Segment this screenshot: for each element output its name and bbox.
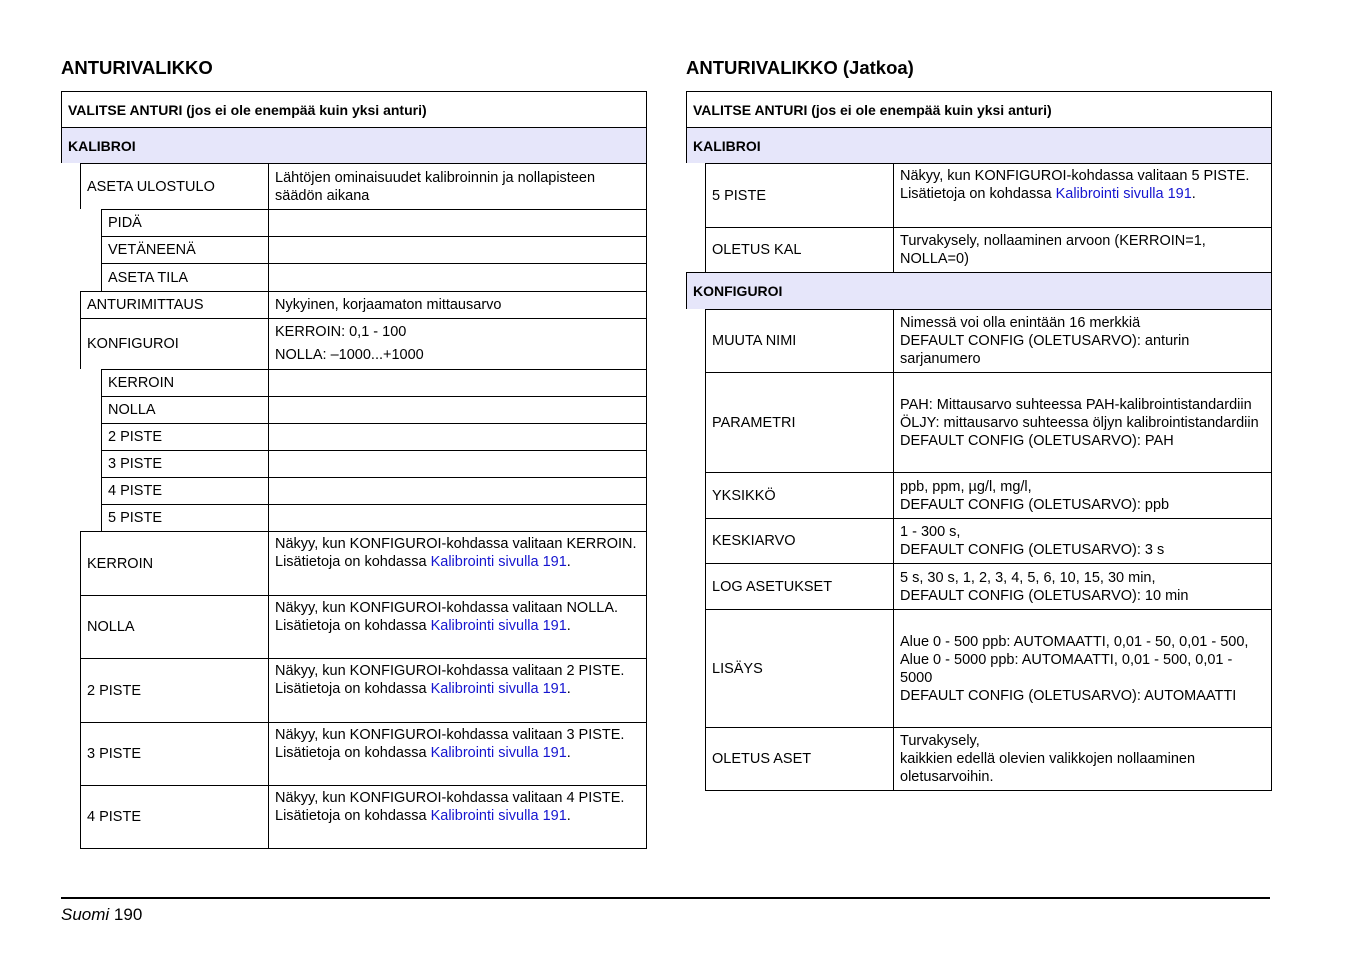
table-row [705, 727, 1272, 791]
description-line: PAH: Mittausarvo suhteessa PAH-kalibrointistandardiin [900, 396, 1252, 413]
select-sensor-header: VALITSE ANTURI (jos ei ole enempää kuin yksi anturi) [686, 91, 1272, 127]
table-row [80, 595, 647, 658]
description-tail: . [566, 808, 571, 824]
calibration-link[interactable]: Kalibrointi sivulla 191 [430, 554, 567, 570]
row-label: OLETUS ASET [705, 727, 893, 791]
left-page-title: ANTURIVALIKKO [61, 57, 213, 78]
table-row [101, 504, 647, 531]
description-text: Näkyy, kun KONFIGUROI-kohdassa valitaan 5 PISTE. Lisätietoja on kohdassa [900, 168, 1250, 202]
description-line: ppb, ppm, µg/l, mg/l, [900, 478, 1032, 495]
table-row [101, 369, 647, 396]
description-line: Alue 0 - 5000 ppb: AUTOMAATTI, 0,01 - 500, 0,01 - 5000 [900, 651, 1233, 686]
table-row [101, 263, 647, 291]
configure-header: KONFIGUROI [686, 272, 1272, 309]
description-text: Näkyy, kun KONFIGUROI-kohdassa valitaan NOLLA. Lisätietoja on kohdassa [275, 600, 619, 634]
row-label: KONFIGUROI [80, 318, 268, 369]
description-tail: . [566, 554, 571, 570]
row-label: ASETA TILA [101, 263, 268, 291]
table-row [101, 450, 647, 477]
table-row [705, 163, 1272, 227]
table-row [101, 396, 647, 423]
description-line: kaikkien edellä olevien valikkojen nollaaminen oletusarvoihin. [900, 751, 1196, 785]
description-line: 5 s, 30 s, 1, 2, 3, 4, 5, 6, 10, 15, 30 min, [900, 569, 1156, 586]
row-description [893, 518, 1272, 563]
row-label: LISÄYS [705, 609, 893, 727]
row-description [268, 722, 647, 785]
row-description [268, 477, 647, 504]
row-label: 2 PISTE [101, 423, 268, 450]
description-line: DEFAULT CONFIG (OLETUSARVO): 10 min [900, 587, 1189, 604]
row-label: 3 PISTE [101, 450, 268, 477]
row-description [268, 209, 647, 236]
row-description [893, 727, 1272, 791]
description-text: Näkyy, kun KONFIGUROI-kohdassa valitaan 2 PISTE. Lisätietoja on kohdassa [275, 663, 625, 697]
row-description [268, 318, 647, 369]
table-row [80, 291, 647, 318]
row-label: VETÄNEENÄ [101, 236, 268, 263]
calibration-link[interactable]: Kalibrointi sivulla 191 [430, 808, 567, 824]
table-row [705, 372, 1272, 472]
footer-divider [61, 897, 1270, 899]
description-text: Näkyy, kun KONFIGUROI-kohdassa valitaan KERROIN. Lisätietoja on kohdassa [275, 536, 637, 570]
row-description [893, 163, 1272, 227]
row-label: ANTURIMITTAUS [80, 291, 268, 318]
row-description: Lähtöjen ominaisuudet kalibroinnin ja nollapisteen säädön aikana [268, 163, 647, 209]
row-label: ASETA ULOSTULO [80, 163, 268, 209]
calibration-link[interactable]: Kalibrointi sivulla 191 [430, 618, 567, 634]
description-line: KERROIN: 0,1 - 100 [275, 324, 407, 340]
calibration-link[interactable]: Kalibrointi sivulla 191 [430, 745, 567, 761]
row-description [268, 369, 647, 396]
table-row [705, 518, 1272, 563]
row-description [268, 263, 647, 291]
description-tail: . [566, 618, 571, 634]
row-description [268, 450, 647, 477]
description-line: DEFAULT CONFIG (OLETUSARVO): AUTOMAATTI [900, 687, 1237, 704]
row-description [268, 785, 647, 849]
description-text: Näkyy, kun KONFIGUROI-kohdassa valitaan 4 PISTE. Lisätietoja on kohdassa [275, 790, 625, 824]
row-description [268, 658, 647, 722]
page-number: 190 [113, 905, 143, 924]
row-description: Turvakysely, nollaaminen arvoon (KERROIN=1, NOLLA=0) [893, 227, 1272, 272]
row-description [893, 472, 1272, 518]
row-label: 4 PISTE [101, 477, 268, 504]
description-text: Näkyy, kun KONFIGUROI-kohdassa valitaan 3 PISTE. Lisätietoja on kohdassa [275, 727, 625, 761]
row-description [893, 609, 1272, 727]
description-line: Turvakysely, [900, 733, 980, 749]
table-row [705, 309, 1272, 372]
table-row [80, 318, 647, 369]
row-label: YKSIKKÖ [705, 472, 893, 518]
table-row [705, 563, 1272, 609]
row-label: 4 PISTE [80, 785, 268, 849]
description-line: DEFAULT CONFIG (OLETUSARVO): ppb [900, 496, 1170, 513]
row-label: NOLLA [101, 396, 268, 423]
row-description [268, 236, 647, 263]
right-menu-table [686, 91, 1272, 791]
page-footer [61, 905, 142, 925]
description-line: ÖLJY: mittausarvo suhteessa öljyn kalibrointistandardiin [900, 414, 1259, 431]
row-description [893, 372, 1272, 472]
right-page-title: ANTURIVALIKKO (Jatkoa) [686, 57, 914, 78]
row-label: KESKIARVO [705, 518, 893, 563]
calibration-link[interactable]: Kalibrointi sivulla 191 [1055, 186, 1192, 202]
row-label: LOG ASETUKSET [705, 563, 893, 609]
table-row [705, 472, 1272, 518]
footer-language: Suomi [61, 905, 110, 924]
row-label: 3 PISTE [80, 722, 268, 785]
description-line: DEFAULT CONFIG (OLETUSARVO): anturin sarjanumero [900, 333, 1190, 367]
table-row [101, 423, 647, 450]
row-label: 2 PISTE [80, 658, 268, 722]
table-row [101, 477, 647, 504]
table-row [705, 227, 1272, 272]
description-line: DEFAULT CONFIG (OLETUSARVO): PAH [900, 432, 1174, 449]
row-label: MUUTA NIMI [705, 309, 893, 372]
row-label: 5 PISTE [101, 504, 268, 531]
description-tail: . [1191, 186, 1196, 202]
row-label: NOLLA [80, 595, 268, 658]
description-line: Nimessä voi olla enintään 16 merkkiä [900, 315, 1141, 331]
row-label: PIDÄ [101, 209, 268, 236]
row-label: KERROIN [101, 369, 268, 396]
row-label: PARAMETRI [705, 372, 893, 472]
row-description [268, 595, 647, 658]
table-row [80, 531, 647, 595]
row-label: KERROIN [80, 531, 268, 595]
row-label: 5 PISTE [705, 163, 893, 227]
calibration-link[interactable]: Kalibrointi sivulla 191 [430, 681, 567, 697]
calibrate-header: KALIBROI [686, 127, 1272, 163]
description-tail: . [566, 745, 571, 761]
table-row [705, 609, 1272, 727]
table-row [101, 236, 647, 263]
row-description [268, 504, 647, 531]
row-description [893, 309, 1272, 372]
description-line: 1 - 300 s, [900, 524, 961, 540]
row-description: Nykyinen, korjaamaton mittausarvo [268, 291, 647, 318]
table-row [80, 658, 647, 722]
row-description [268, 531, 647, 595]
row-label: OLETUS KAL [705, 227, 893, 272]
description-tail: . [566, 681, 571, 697]
row-description [268, 423, 647, 450]
calibrate-header: KALIBROI [61, 127, 647, 163]
description-line: Alue 0 - 500 ppb: AUTOMAATTI, 0,01 - 50, 0,01 - 500, [900, 633, 1249, 650]
left-menu-table [61, 91, 647, 849]
table-row [80, 785, 647, 849]
row-description [268, 396, 647, 423]
table-row [101, 209, 647, 236]
description-line: DEFAULT CONFIG (OLETUSARVO): 3 s [900, 542, 1165, 558]
description-line: NOLLA: –1000...+1000 [275, 347, 424, 363]
select-sensor-header: VALITSE ANTURI (jos ei ole enempää kuin yksi anturi) [61, 91, 647, 127]
table-row [80, 722, 647, 785]
row-description [893, 563, 1272, 609]
table-row [80, 163, 647, 209]
